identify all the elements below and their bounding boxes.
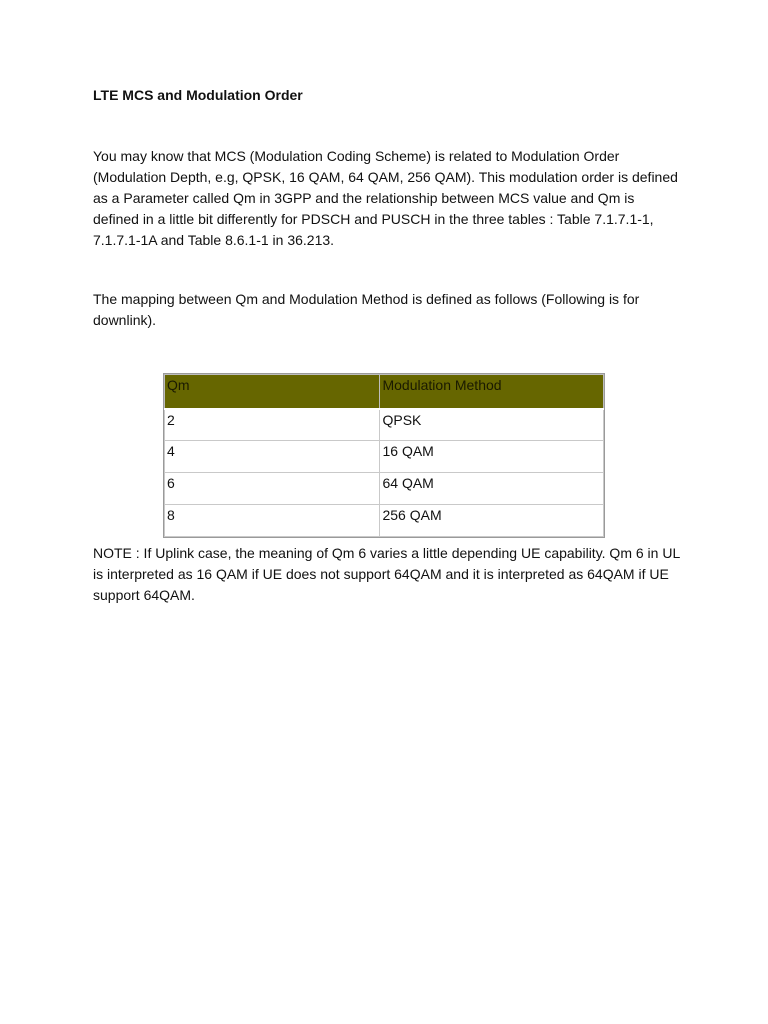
cell-qm: 6 bbox=[165, 473, 380, 505]
cell-modulation: 256 QAM bbox=[380, 505, 604, 537]
table-header-row bbox=[165, 375, 604, 409]
cell-modulation: QPSK bbox=[380, 409, 604, 441]
cell-modulation: 64 QAM bbox=[380, 473, 604, 505]
header-qm: Qm bbox=[165, 375, 380, 409]
qm-modulation-table bbox=[164, 374, 604, 537]
cell-qm: 8 bbox=[165, 505, 380, 537]
cell-modulation: 16 QAM bbox=[380, 441, 604, 473]
intro-paragraph: You may know that MCS (Modulation Coding Scheme) is related to Modulation Order (Modulation Depth, e.g, QPSK, 16 QAM, 64 QAM, 256 QAM). This modulation order is defined as a Parameter called Qm in 3GPP and the relationship between MCS value and Qm is defined in a little bit differently for PDSCH and PUSCH in the three tables : Table 7.1.7.1-1, 7.1.7.1-1A and Table 8.6.1-1 in 36.213. bbox=[93, 148, 678, 248]
table-row bbox=[165, 441, 604, 473]
uplink-note: NOTE : If Uplink case, the meaning of Qm 6 varies a little depending UE capability. Qm 6 in UL is interpreted as 16 QAM if UE does not support 64QAM and it is interpreted as 64QAM if UE support 64QAM. bbox=[93, 545, 680, 603]
header-modulation-method: Modulation Method bbox=[380, 375, 604, 409]
table-row bbox=[165, 505, 604, 537]
mapping-paragraph: The mapping between Qm and Modulation Method is defined as follows (Following is for downlink). bbox=[93, 291, 640, 328]
table-row bbox=[165, 473, 604, 505]
cell-qm: 4 bbox=[165, 441, 380, 473]
document-title: LTE MCS and Modulation Order bbox=[93, 87, 303, 103]
table-row bbox=[165, 409, 604, 441]
cell-qm: 2 bbox=[165, 409, 380, 441]
